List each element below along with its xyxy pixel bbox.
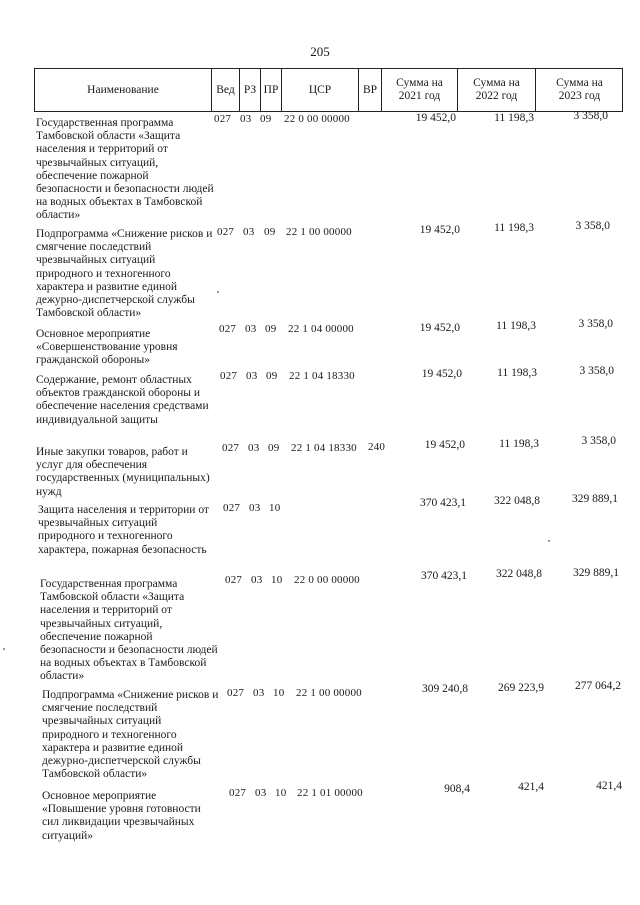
- header-rz: РЗ: [240, 69, 261, 111]
- row-ved: 027: [220, 370, 238, 382]
- row-pr: 10: [275, 787, 287, 799]
- table-header: [34, 68, 623, 112]
- row-rz: 03: [240, 113, 252, 125]
- row-sum-2022: 269 223,9: [498, 682, 544, 694]
- row-sum-2023: 3 358,0: [579, 365, 614, 377]
- row-name: Основное мероприятие «Повышение уровня готовности сил ликвидации чрезвычайных ситуаций»: [42, 790, 201, 842]
- row-name: Защита населения и территории от чрезвычайных ситуаций природного и техногенного характера, пожарная безопасность: [38, 504, 209, 556]
- row-ved: 027: [229, 787, 247, 799]
- row-sum-2021: 370 423,1: [421, 570, 467, 582]
- row-sum-2023: 3 358,0: [575, 220, 610, 232]
- row-csr: 22 1 04 00000: [288, 323, 354, 335]
- row-ved: 027: [214, 113, 232, 125]
- row-rz: 03: [248, 442, 260, 454]
- row-name: Основное мероприятие «Совершенствование уровня гражданской обороны»: [36, 328, 178, 367]
- header-sum-2021: Сумма на 2021 год: [382, 69, 458, 111]
- row-sum-2022: 11 198,3: [494, 112, 534, 124]
- row-sum-2021: 908,4: [444, 783, 470, 795]
- header-csr: ЦСР: [282, 69, 359, 111]
- header-vr: ВР: [359, 69, 382, 111]
- row-csr: 22 1 00 00000: [286, 226, 352, 238]
- row-name: Содержание, ремонт областных объектов гражданской обороны и обеспечение населения средствами индивидуальной защиты: [36, 374, 209, 426]
- row-pr: 10: [271, 574, 283, 586]
- page-number: 205: [310, 44, 330, 59]
- row-rz: 03: [246, 370, 258, 382]
- row-sum-2023: 329 889,1: [572, 493, 618, 505]
- row-name: Подпрограмма «Снижение рисков и смягчение последствий чрезвычайных ситуаций природного и техногенного характера и развитие единой дежурно-диспетчерской службы Тамбовской области»: [36, 228, 213, 320]
- header-name: Наименование: [35, 69, 212, 111]
- header-pr: ПР: [261, 69, 282, 111]
- row-name: Государственная программа Тамбовской области «Защита населения и территорий от чрезвычайных ситуаций, обеспечение пожарной безопасности и безопасности людей на водных объектах в Тамбовской области»: [36, 117, 214, 222]
- scan-speck: [217, 291, 219, 293]
- row-rz: 03: [251, 574, 263, 586]
- row-sum-2023: 277 064,2: [575, 680, 621, 692]
- row-sum-2022: 11 198,3: [496, 320, 536, 332]
- row-name: Подпрограмма «Снижение рисков и смягчение последствий чрезвычайных ситуаций природного и техногенного характера и развитие единой дежурно-диспетчерской службы Тамбовской области»: [42, 689, 219, 781]
- row-csr: 22 0 00 00000: [294, 574, 360, 586]
- scan-speck: [3, 648, 5, 650]
- row-sum-2021: 19 452,0: [415, 112, 456, 124]
- row-sum-2023: 3 358,0: [573, 110, 608, 122]
- row-pr: 10: [273, 687, 285, 699]
- row-vr: 240: [368, 441, 386, 453]
- row-rz: 03: [243, 226, 255, 238]
- row-pr: 09: [266, 370, 278, 382]
- row-sum-2022: 421,4: [518, 781, 544, 793]
- row-sum-2023: 421,4: [596, 780, 622, 792]
- row-sum-2022: 11 198,3: [494, 222, 534, 234]
- row-csr: 22 0 00 00000: [284, 113, 350, 125]
- row-rz: 03: [245, 323, 257, 335]
- row-sum-2022: 322 048,8: [496, 568, 542, 580]
- row-name: Иные закупки товаров, работ и услуг для обеспечения государственных (муниципальных) нужд: [36, 446, 210, 498]
- row-sum-2021: 370 423,1: [420, 497, 466, 509]
- header-sum-2022: Сумма на 2022 год: [458, 69, 536, 111]
- row-ved: 027: [217, 226, 235, 238]
- row-sum-2021: 19 452,0: [419, 322, 460, 334]
- row-csr: 22 1 04 18330: [291, 442, 357, 454]
- row-ved: 027: [227, 687, 245, 699]
- row-rz: 03: [253, 687, 265, 699]
- row-sum-2023: 3 358,0: [578, 318, 613, 330]
- row-pr: 09: [265, 323, 277, 335]
- row-sum-2022: 11 198,3: [499, 438, 539, 450]
- row-ved: 027: [223, 502, 241, 514]
- row-sum-2023: 329 889,1: [573, 567, 619, 579]
- row-ved: 027: [219, 323, 237, 335]
- row-sum-2021: 19 452,0: [421, 368, 462, 380]
- row-rz: 03: [249, 502, 261, 514]
- header-ved: Вед: [212, 69, 240, 111]
- row-sum-2021: 309 240,8: [422, 683, 468, 695]
- row-sum-2021: 19 452,0: [424, 439, 465, 451]
- row-sum-2021: 19 452,0: [419, 224, 460, 236]
- row-pr: 09: [268, 442, 280, 454]
- row-pr: 10: [269, 502, 281, 514]
- row-csr: 22 1 01 00000: [297, 787, 363, 799]
- row-rz: 03: [255, 787, 267, 799]
- header-sum-2023: Сумма на 2023 год: [556, 77, 603, 102]
- row-sum-2022: 11 198,3: [497, 367, 537, 379]
- scan-speck: [548, 540, 550, 542]
- row-csr: 22 1 00 00000: [296, 687, 362, 699]
- row-pr: 09: [260, 113, 272, 125]
- row-sum-2023: 3 358,0: [581, 435, 616, 447]
- row-csr: 22 1 04 18330: [289, 370, 355, 382]
- row-ved: 027: [225, 574, 243, 586]
- row-ved: 027: [222, 442, 240, 454]
- row-sum-2022: 322 048,8: [494, 495, 540, 507]
- row-name: Государственная программа Тамбовской области «Защита населения и территорий от чрезвычайных ситуаций, обеспечение пожарной безопасности и безопасности людей на водных объектах в Тамбовской области»: [40, 578, 218, 683]
- row-pr: 09: [264, 226, 276, 238]
